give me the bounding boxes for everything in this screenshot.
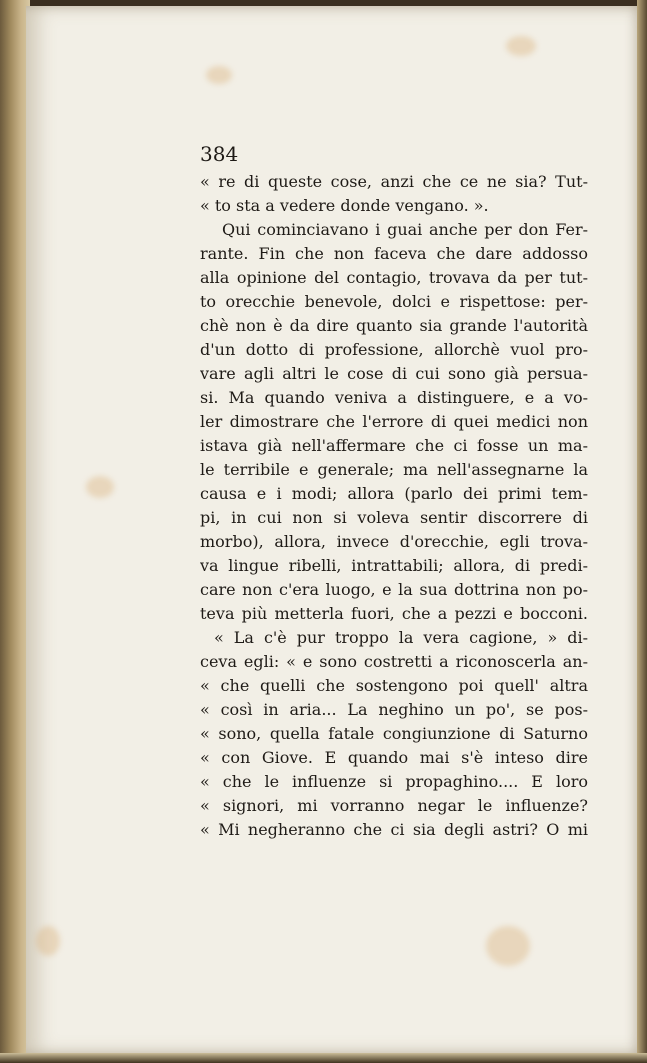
page-fore-edge: [637, 0, 647, 1063]
text-line: d'un dotto di professione, allorchè vuol pro-: [200, 340, 588, 359]
foxing-spot: [206, 66, 232, 84]
text-line: teva più metterla fuori, che a pezzi e bocconi.: [200, 604, 588, 623]
text-line: Qui cominciavano i guai anche per don Fer-: [222, 220, 588, 239]
text-line: « to sta a vedere donde vengano. ».: [200, 196, 489, 215]
text-line: vare agli altri le cose di cui sono già persua-: [200, 364, 588, 383]
text-line: alla opinione del contagio, trovava da per tut-: [200, 268, 588, 287]
text-line: « re di queste cose, anzi che ce ne sia? Tut-: [200, 172, 588, 191]
text-line: rante. Fin che non faceva che dare addosso: [200, 244, 588, 263]
text-line: causa e i modi; allora (parlo dei primi tem-: [200, 484, 588, 503]
foxing-spot: [506, 36, 536, 56]
text-line: « signori, mi vorranno negar le influenze?: [200, 796, 588, 815]
text-line: « Mi negheranno che ci sia degli astri? O mi: [200, 820, 588, 839]
text-line: chè non è da dire quanto sia grande l'autorità: [200, 316, 588, 335]
text-line: morbo), allora, invece d'orecchie, egli trova-: [200, 532, 588, 551]
foxing-spot: [86, 476, 114, 498]
text-line: « che quelli che sostengono poi quell' altra: [200, 676, 588, 695]
text-line: va lingue ribelli, intrattabili; allora, di predi-: [200, 556, 588, 575]
text-line: « sono, quella fatale congiunzione di Saturno: [200, 724, 588, 743]
text-line: ler dimostrare che l'errore di quei medici non: [200, 412, 588, 431]
page-number: 384: [200, 142, 239, 166]
text-line: « La c'è pur troppo la vera cagione, » di-: [214, 628, 588, 647]
text-line: istava già nell'affermare che ci fosse un ma-: [200, 436, 588, 455]
body-text: [200, 170, 588, 842]
text-line: « con Giove. E quando mai s'è inteso dire: [200, 748, 588, 767]
foxing-spot: [36, 926, 60, 956]
page-bottom-edge: [0, 1053, 647, 1063]
text-line: « così in aria... La neghino un po', se pos-: [200, 700, 588, 719]
text-line: pi, in cui non si voleva sentir discorrere di: [200, 508, 588, 527]
foxing-spot: [486, 926, 530, 966]
text-line: le terribile e generale; ma nell'assegnarne la: [200, 460, 588, 479]
text-line: si. Ma quando veniva a distinguere, e a vo-: [200, 388, 588, 407]
text-line: « che le influenze si propaghino.... E loro: [200, 772, 588, 791]
text-line: ceva egli: « e sono costretti a riconoscerla an-: [200, 652, 588, 671]
text-line: to orecchie benevole, dolci e rispettose: per-: [200, 292, 588, 311]
text-line: care non c'era luogo, e la sua dottrina non po-: [200, 580, 588, 599]
